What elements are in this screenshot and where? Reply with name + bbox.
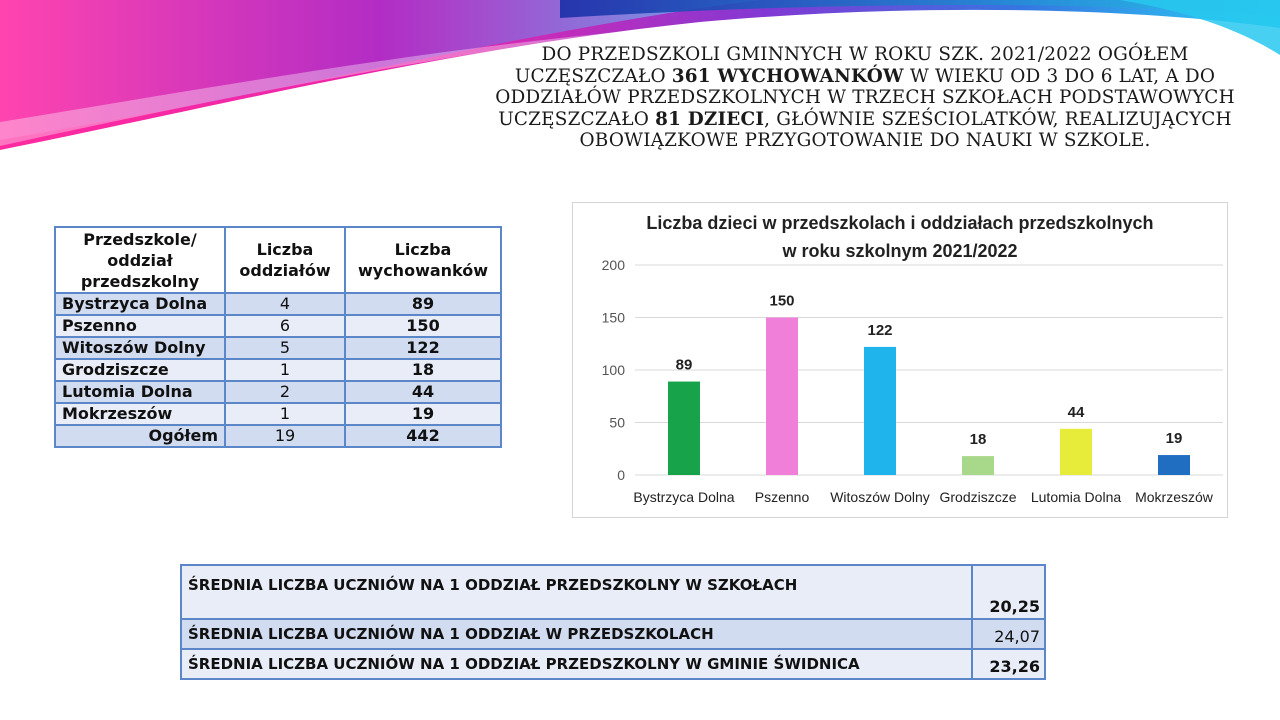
table-cell-name: Pszenno [55, 315, 225, 337]
bar [962, 456, 994, 475]
heading-text-part: DO PRZEDSZKOLI GMINNYCH W ROKU SZK. 2021/2022 OGÓŁEM UCZĘSZCZAŁO [514, 44, 1189, 87]
table-row [55, 315, 501, 337]
data-label: 89 [675, 356, 693, 374]
table-row [55, 359, 501, 381]
table-row [55, 293, 501, 315]
heading-highlight: 361 WYCHOWANKÓW [671, 65, 904, 87]
table-cell-kids: 122 [345, 337, 501, 359]
table-cell-name: Witoszów Dolny [55, 337, 225, 359]
bar [1060, 429, 1092, 475]
table-row [55, 403, 501, 425]
chart-title-line: Liczba dzieci w przedszkolach i oddziałach przedszkolnych [646, 213, 1154, 233]
category-label: Mokrzeszów [1135, 489, 1213, 505]
table-row [55, 337, 501, 359]
chart-plot [573, 203, 1227, 517]
y-tick-label: 150 [601, 309, 625, 326]
y-tick-label: 0 [617, 467, 625, 483]
average-label: ŚREDNIA LICZBA UCZNIÓW NA 1 ODDZIAŁ PRZEDSZKOLNY W SZKOŁACH [181, 565, 972, 619]
bar [1158, 455, 1190, 475]
average-value: 23,26 [972, 649, 1045, 679]
table-cell-name: Mokrzeszów [55, 403, 225, 425]
average-value: 24,07 [972, 619, 1045, 649]
category-label: Witoszów Dolny [830, 489, 930, 505]
bar [864, 347, 896, 475]
table-cell-kids: 150 [345, 315, 501, 337]
table-header-row [55, 227, 501, 293]
table-cell-count: 2 [225, 381, 345, 403]
table-row [55, 381, 501, 403]
averages-row [181, 565, 1045, 619]
average-label: ŚREDNIA LICZBA UCZNIÓW NA 1 ODDZIAŁ PRZEDSZKOLNY W GMINIE ŚWIDNICA [181, 649, 972, 679]
y-tick-label: 200 [601, 257, 625, 273]
heading-text-part: W WIEKU OD 3 DO 6 LAT, A DO ODDZIAŁÓW PRZEDSZKOLNYCH W TRZECH SZKOŁACH PODSTAWOWYCH UCZĘSZCZAŁO [495, 65, 1235, 130]
bar-chart [572, 202, 1228, 518]
table-cell-kids: 89 [345, 293, 501, 315]
data-label: 18 [969, 431, 987, 449]
averages-table [180, 564, 1046, 680]
table-cell-count: 19 [225, 425, 345, 447]
table-header-cell: Liczba wychowanków [345, 227, 501, 293]
table-cell-name: Bystrzyca Dolna [55, 293, 225, 315]
table-cell-count: 4 [225, 293, 345, 315]
table-cell-count: 5 [225, 337, 345, 359]
table-cell-kids: 19 [345, 403, 501, 425]
heading-highlight: 81 DZIECI [655, 108, 765, 130]
y-tick-label: 100 [601, 362, 625, 378]
data-label: 150 [769, 292, 795, 310]
table-cell-name: Lutomia Dolna [55, 381, 225, 403]
average-label: ŚREDNIA LICZBA UCZNIÓW NA 1 ODDZIAŁ W PRZEDSZKOLACH [181, 619, 972, 649]
data-label: 122 [867, 321, 893, 339]
table-cell-count: 1 [225, 403, 345, 425]
category-label: Grodziszcze [939, 489, 1017, 505]
page-heading [470, 44, 1260, 152]
table-header-cell: Liczba oddziałów [225, 227, 345, 293]
category-label: Bystrzyca Dolna [633, 489, 735, 505]
category-label: Lutomia Dolna [1030, 489, 1122, 505]
preschool-table [54, 226, 502, 448]
averages-row [181, 619, 1045, 649]
table-cell-kids: 442 [345, 425, 501, 447]
chart-title-line: w roku szkolnym 2021/2022 [782, 241, 1018, 261]
averages-row [181, 649, 1045, 679]
table-cell-count: 1 [225, 359, 345, 381]
table-cell-name: Ogółem [55, 425, 225, 447]
bar [766, 318, 798, 476]
data-label: 44 [1067, 403, 1085, 421]
y-tick-label: 50 [609, 414, 625, 431]
category-label: Pszenno [754, 489, 810, 505]
bar [668, 382, 700, 475]
table-cell-kids: 18 [345, 359, 501, 381]
table-header-cell: Przedszkole/ oddział przedszkolny [55, 227, 225, 293]
table-total-row [55, 425, 501, 447]
table-cell-kids: 44 [345, 381, 501, 403]
average-value: 20,25 [972, 565, 1045, 619]
table-cell-count: 6 [225, 315, 345, 337]
table-cell-name: Grodziszcze [55, 359, 225, 381]
data-label: 19 [1165, 430, 1183, 448]
heading-text-part: , GŁÓWNIE SZEŚCIOLATKÓW, REALIZUJĄCYCH OBOWIĄZKOWE PRZYGOTOWANIE DO NAUKI W SZKOLE. [579, 108, 1232, 151]
